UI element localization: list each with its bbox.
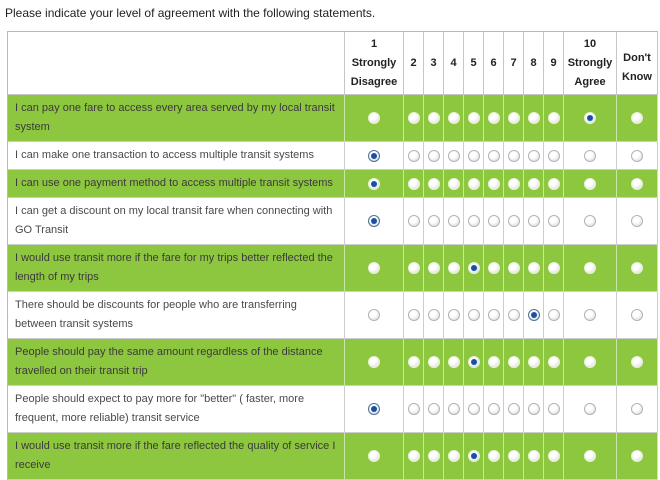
radio-cell-col-8 [524, 142, 544, 170]
radio-row-7-col-2[interactable] [408, 356, 420, 368]
radio-row-8-col-1-selected[interactable] [368, 403, 380, 415]
radio-row-9-col-10[interactable] [584, 450, 596, 462]
radio-cell-col-10 [564, 245, 617, 292]
radio-row-6-col-3[interactable] [428, 309, 440, 321]
radio-row-3-col-4[interactable] [448, 178, 460, 190]
radio-cell-col-7 [504, 386, 524, 433]
radio-row-1-col-8[interactable] [528, 112, 540, 124]
column-header-line: Strongly [567, 56, 613, 69]
radio-cell-col-8 [524, 339, 544, 386]
radio-row-8-col-8[interactable] [528, 403, 540, 415]
radio-cell-col-9 [544, 339, 564, 386]
radio-row-7-col-5-selected[interactable] [468, 356, 480, 368]
radio-cell-col-1 [345, 95, 404, 142]
radio-row-9-col-1[interactable] [368, 450, 380, 462]
column-header-4 [444, 32, 464, 95]
radio-row-6-col-10[interactable] [584, 309, 596, 321]
radio-row-8-col-dk[interactable] [631, 403, 643, 415]
radio-cell-col-5 [464, 386, 484, 433]
radio-row-4-col-10[interactable] [584, 215, 596, 227]
radio-row-3-col-1-selected[interactable] [368, 178, 380, 190]
radio-row-6-col-8-selected[interactable] [528, 309, 540, 321]
column-header-10 [564, 32, 617, 95]
radio-cell-col-dk [617, 386, 658, 433]
column-header-line: Don't [623, 51, 651, 64]
column-header-line: 2 [410, 56, 417, 69]
radio-row-4-col-5[interactable] [468, 215, 480, 227]
radio-cell-col-8 [524, 386, 544, 433]
column-header-3 [424, 32, 444, 95]
radio-cell-col-8 [524, 292, 544, 339]
radio-row-3-col-9[interactable] [548, 178, 560, 190]
radio-row-3-col-10[interactable] [584, 178, 596, 190]
column-header-line: 6 [490, 56, 497, 69]
radio-row-4-col-dk[interactable] [631, 215, 643, 227]
statement-cell: I can make one transaction to access multiple transit systems [8, 142, 345, 170]
radio-row-7-col-dk[interactable] [631, 356, 643, 368]
radio-row-4-col-2[interactable] [408, 215, 420, 227]
table-row [8, 198, 658, 245]
radio-cell-col-5 [464, 170, 484, 198]
radio-cell-col-2 [404, 95, 424, 142]
radio-cell-col-3 [424, 386, 444, 433]
radio-row-2-col-9[interactable] [548, 150, 560, 162]
radio-cell-col-10 [564, 170, 617, 198]
radio-row-1-col-dk[interactable] [631, 112, 643, 124]
radio-row-1-col-3[interactable] [428, 112, 440, 124]
radio-cell-col-dk [617, 292, 658, 339]
radio-row-6-col-7[interactable] [508, 309, 520, 321]
radio-row-6-col-4[interactable] [448, 309, 460, 321]
column-header-7 [504, 32, 524, 95]
radio-cell-col-7 [504, 95, 524, 142]
radio-row-9-col-dk[interactable] [631, 450, 643, 462]
radio-cell-col-5 [464, 292, 484, 339]
radio-cell-col-2 [404, 339, 424, 386]
radio-cell-col-3 [424, 198, 444, 245]
radio-cell-col-3 [424, 292, 444, 339]
table-row [8, 245, 658, 292]
statement-cell: I can use one payment method to access multiple transit systems [8, 170, 345, 198]
radio-cell-col-dk [617, 433, 658, 480]
radio-cell-col-8 [524, 245, 544, 292]
radio-row-8-col-7[interactable] [508, 403, 520, 415]
radio-cell-col-10 [564, 386, 617, 433]
column-header-5 [464, 32, 484, 95]
radio-cell-col-1 [345, 292, 404, 339]
column-header-8 [524, 32, 544, 95]
radio-row-5-col-3[interactable] [428, 262, 440, 274]
radio-cell-col-7 [504, 433, 524, 480]
radio-cell-col-2 [404, 245, 424, 292]
radio-cell-col-3 [424, 339, 444, 386]
radio-row-5-col-9[interactable] [548, 262, 560, 274]
radio-cell-col-3 [424, 433, 444, 480]
column-header-line: Know [622, 70, 652, 83]
radio-row-6-col-9[interactable] [548, 309, 560, 321]
radio-row-2-col-4[interactable] [448, 150, 460, 162]
radio-cell-col-9 [544, 292, 564, 339]
radio-row-3-col-7[interactable] [508, 178, 520, 190]
radio-cell-col-3 [424, 95, 444, 142]
radio-cell-col-4 [444, 245, 464, 292]
radio-cell-col-6 [484, 198, 504, 245]
radio-cell-col-1 [345, 386, 404, 433]
statement-cell: People should pay the same amount regardless of the distance travelled on their transit trip [8, 339, 345, 386]
column-header-line: Disagree [350, 75, 398, 88]
radio-cell-col-8 [524, 95, 544, 142]
radio-cell-col-1 [345, 170, 404, 198]
radio-row-9-col-9[interactable] [548, 450, 560, 462]
radio-cell-col-6 [484, 245, 504, 292]
radio-cell-col-3 [424, 142, 444, 170]
radio-cell-col-6 [484, 386, 504, 433]
radio-cell-col-2 [404, 292, 424, 339]
radio-cell-col-10 [564, 292, 617, 339]
radio-cell-col-5 [464, 339, 484, 386]
radio-row-9-col-7[interactable] [508, 450, 520, 462]
radio-cell-col-1 [345, 142, 404, 170]
radio-row-2-col-6[interactable] [488, 150, 500, 162]
radio-row-2-col-8[interactable] [528, 150, 540, 162]
radio-row-5-col-7[interactable] [508, 262, 520, 274]
column-header-9 [544, 32, 564, 95]
radio-row-3-col-2[interactable] [408, 178, 420, 190]
radio-cell-col-2 [404, 433, 424, 480]
radio-cell-col-4 [444, 170, 464, 198]
radio-row-9-col-8[interactable] [528, 450, 540, 462]
radio-cell-col-6 [484, 170, 504, 198]
radio-row-4-col-7[interactable] [508, 215, 520, 227]
radio-cell-col-6 [484, 433, 504, 480]
radio-row-5-col-6[interactable] [488, 262, 500, 274]
radio-cell-col-5 [464, 95, 484, 142]
radio-cell-col-5 [464, 433, 484, 480]
radio-row-4-col-9[interactable] [548, 215, 560, 227]
header-row [8, 32, 658, 95]
statement-cell: There should be discounts for people who are transferring between transit systems [8, 292, 345, 339]
table-row [8, 95, 658, 142]
radio-row-2-col-1-selected[interactable] [368, 150, 380, 162]
radio-row-1-col-6[interactable] [488, 112, 500, 124]
radio-row-4-col-3[interactable] [428, 215, 440, 227]
column-header-line: 4 [450, 56, 457, 69]
radio-row-2-col-2[interactable] [408, 150, 420, 162]
radio-cell-col-dk [617, 170, 658, 198]
radio-cell-col-10 [564, 198, 617, 245]
matrix-header [8, 32, 658, 95]
radio-row-7-col-9[interactable] [548, 356, 560, 368]
radio-row-8-col-9[interactable] [548, 403, 560, 415]
table-row [8, 142, 658, 170]
radio-row-5-col-5-selected[interactable] [468, 262, 480, 274]
radio-row-4-col-1-selected[interactable] [368, 215, 380, 227]
matrix-body [8, 95, 658, 480]
table-row [8, 170, 658, 198]
radio-row-6-col-5[interactable] [468, 309, 480, 321]
radio-row-5-col-8[interactable] [528, 262, 540, 274]
radio-row-3-col-8[interactable] [528, 178, 540, 190]
radio-row-5-col-4[interactable] [448, 262, 460, 274]
radio-cell-col-9 [544, 170, 564, 198]
radio-cell-col-6 [484, 339, 504, 386]
radio-row-9-col-4[interactable] [448, 450, 460, 462]
radio-cell-col-8 [524, 433, 544, 480]
radio-row-3-col-6[interactable] [488, 178, 500, 190]
radio-row-6-col-2[interactable] [408, 309, 420, 321]
radio-cell-col-7 [504, 292, 524, 339]
radio-cell-col-4 [444, 95, 464, 142]
radio-row-7-col-10[interactable] [584, 356, 596, 368]
radio-row-9-col-5-selected[interactable] [468, 450, 480, 462]
radio-cell-col-10 [564, 433, 617, 480]
column-header-line: 3 [430, 56, 437, 69]
radio-row-2-col-5[interactable] [468, 150, 480, 162]
table-row [8, 433, 658, 480]
radio-cell-col-7 [504, 339, 524, 386]
radio-cell-col-9 [544, 95, 564, 142]
radio-row-6-col-1[interactable] [368, 309, 380, 321]
column-header-line: Agree [574, 75, 606, 88]
radio-cell-col-dk [617, 339, 658, 386]
radio-row-8-col-4[interactable] [448, 403, 460, 415]
radio-row-2-col-3[interactable] [428, 150, 440, 162]
radio-row-9-col-3[interactable] [428, 450, 440, 462]
radio-row-8-col-6[interactable] [488, 403, 500, 415]
radio-row-1-col-9[interactable] [548, 112, 560, 124]
radio-cell-col-2 [404, 170, 424, 198]
table-row [8, 386, 658, 433]
statement-cell: I can get a discount on my local transit fare when connecting with GO Transit [8, 198, 345, 245]
statement-column-header [8, 32, 345, 95]
radio-row-2-col-10[interactable] [584, 150, 596, 162]
table-row [8, 292, 658, 339]
radio-cell-col-6 [484, 142, 504, 170]
radio-cell-col-3 [424, 245, 444, 292]
radio-row-9-col-6[interactable] [488, 450, 500, 462]
radio-cell-col-4 [444, 292, 464, 339]
radio-cell-col-5 [464, 245, 484, 292]
radio-cell-col-1 [345, 198, 404, 245]
radio-row-5-col-2[interactable] [408, 262, 420, 274]
radio-cell-col-1 [345, 433, 404, 480]
radio-cell-col-6 [484, 292, 504, 339]
radio-cell-col-4 [444, 433, 464, 480]
column-header-1 [345, 32, 404, 95]
radio-cell-col-9 [544, 433, 564, 480]
radio-cell-col-9 [544, 386, 564, 433]
radio-cell-col-2 [404, 142, 424, 170]
radio-row-1-col-2[interactable] [408, 112, 420, 124]
radio-row-4-col-6[interactable] [488, 215, 500, 227]
column-header-line: Strongly [351, 56, 397, 69]
radio-cell-col-5 [464, 198, 484, 245]
radio-cell-col-dk [617, 245, 658, 292]
radio-row-8-col-2[interactable] [408, 403, 420, 415]
radio-row-9-col-2[interactable] [408, 450, 420, 462]
radio-cell-col-9 [544, 198, 564, 245]
radio-cell-col-2 [404, 198, 424, 245]
radio-cell-col-1 [345, 339, 404, 386]
radio-row-8-col-3[interactable] [428, 403, 440, 415]
radio-row-1-col-4[interactable] [448, 112, 460, 124]
radio-cell-col-3 [424, 170, 444, 198]
table-row [8, 339, 658, 386]
radio-cell-col-7 [504, 245, 524, 292]
radio-row-1-col-7[interactable] [508, 112, 520, 124]
column-header-2 [404, 32, 424, 95]
statement-cell: I would use transit more if the fare reflected the quality of service I receive [8, 433, 345, 480]
radio-row-5-col-dk[interactable] [631, 262, 643, 274]
column-header-line: 10 [583, 37, 597, 50]
column-header-line: 9 [550, 56, 557, 69]
radio-row-2-col-dk[interactable] [631, 150, 643, 162]
radio-row-7-col-8[interactable] [528, 356, 540, 368]
column-header-6 [484, 32, 504, 95]
radio-row-7-col-1[interactable] [368, 356, 380, 368]
radio-cell-col-4 [444, 339, 464, 386]
radio-cell-col-8 [524, 170, 544, 198]
radio-cell-col-5 [464, 142, 484, 170]
radio-cell-col-10 [564, 339, 617, 386]
radio-row-7-col-4[interactable] [448, 356, 460, 368]
statement-cell: People should expect to pay more for "better" ( faster, more frequent, more reliable) transit service [8, 386, 345, 433]
radio-row-7-col-3[interactable] [428, 356, 440, 368]
column-header-line: 7 [510, 56, 517, 69]
agreement-matrix-table [7, 31, 658, 480]
column-header-line: 8 [530, 56, 537, 69]
radio-row-5-col-1[interactable] [368, 262, 380, 274]
radio-cell-col-2 [404, 386, 424, 433]
radio-cell-col-10 [564, 142, 617, 170]
radio-cell-col-8 [524, 198, 544, 245]
radio-row-6-col-dk[interactable] [631, 309, 643, 321]
radio-row-3-col-5[interactable] [468, 178, 480, 190]
radio-row-6-col-6[interactable] [488, 309, 500, 321]
radio-row-2-col-7[interactable] [508, 150, 520, 162]
radio-cell-col-4 [444, 198, 464, 245]
column-header-line: 1 [370, 37, 378, 50]
radio-row-8-col-10[interactable] [584, 403, 596, 415]
radio-cell-col-4 [444, 142, 464, 170]
radio-row-3-col-dk[interactable] [631, 178, 643, 190]
radio-row-8-col-5[interactable] [468, 403, 480, 415]
radio-cell-col-4 [444, 386, 464, 433]
radio-cell-col-10 [564, 95, 617, 142]
radio-row-7-col-7[interactable] [508, 356, 520, 368]
radio-cell-col-1 [345, 245, 404, 292]
page-title: Please indicate your level of agreement with the following statements. [5, 6, 376, 20]
radio-cell-col-dk [617, 142, 658, 170]
radio-cell-col-6 [484, 95, 504, 142]
radio-row-1-col-10-selected[interactable] [584, 112, 596, 124]
radio-cell-col-dk [617, 95, 658, 142]
radio-row-1-col-1[interactable] [368, 112, 380, 124]
radio-cell-col-9 [544, 245, 564, 292]
radio-cell-col-7 [504, 170, 524, 198]
radio-row-4-col-4[interactable] [448, 215, 460, 227]
radio-row-5-col-10[interactable] [584, 262, 596, 274]
column-header-line: 5 [470, 56, 477, 69]
statement-cell: I can pay one fare to access every area served by my local transit system [8, 95, 345, 142]
radio-cell-col-7 [504, 198, 524, 245]
statement-cell: I would use transit more if the fare for my trips better reflected the length of my trips [8, 245, 345, 292]
radio-cell-col-7 [504, 142, 524, 170]
radio-cell-col-9 [544, 142, 564, 170]
radio-row-3-col-3[interactable] [428, 178, 440, 190]
radio-row-7-col-6[interactable] [488, 356, 500, 368]
column-header-dk [617, 32, 658, 95]
radio-cell-col-dk [617, 198, 658, 245]
radio-row-4-col-8[interactable] [528, 215, 540, 227]
radio-row-1-col-5[interactable] [468, 112, 480, 124]
